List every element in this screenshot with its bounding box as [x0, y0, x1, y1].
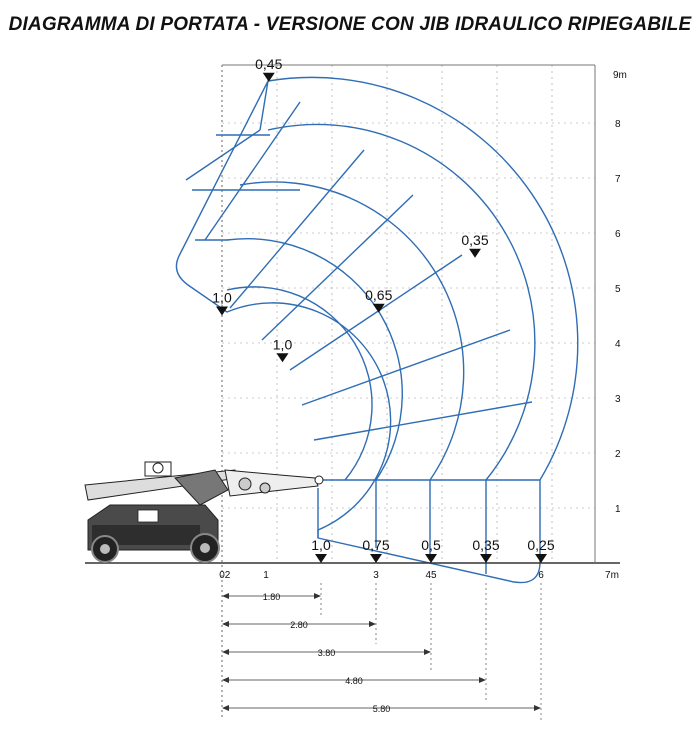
- reach-arc-3: [227, 239, 402, 548]
- outer-envelope-boundary: [176, 77, 577, 582]
- y-tick-label: 4: [615, 339, 621, 350]
- y-tick-label: 8: [615, 119, 621, 130]
- radial-line-6: [290, 255, 462, 370]
- radial-line-8: [314, 402, 532, 440]
- load-marker-label: 0,65: [365, 286, 393, 303]
- y-axis-ticks: [613, 70, 627, 515]
- dimension-arrow-end: [534, 705, 541, 711]
- load-marker-triangle: [370, 554, 382, 563]
- dimension-arrow-start: [222, 677, 229, 683]
- load-marker-triangle: [277, 353, 289, 362]
- load-marker-label: 1,0: [212, 289, 232, 306]
- dimension-label: 3.80: [317, 648, 336, 658]
- load-marker-triangle: [480, 554, 492, 563]
- dimension-arrow-end: [369, 621, 376, 627]
- reach-arc-1: [268, 124, 535, 574]
- reach-arc-2: [240, 182, 464, 560]
- x-tick-label: 1: [263, 570, 269, 581]
- x-tick-label: 3: [373, 570, 379, 581]
- y-tick-label: 6: [615, 229, 621, 240]
- y-axis-unit-label: 9m: [613, 70, 627, 81]
- load-marker-label: 0,35: [472, 537, 500, 553]
- dimension-arrow-start: [222, 649, 229, 655]
- load-marker-triangle: [425, 554, 437, 563]
- dimension-arrow-end: [314, 593, 321, 599]
- reach-envelope: [176, 77, 577, 582]
- dimension-lines: [222, 583, 541, 720]
- reach-arc-4: [227, 287, 372, 480]
- load-marker-label: 0,35: [461, 231, 489, 248]
- dimension-label: 2.80: [290, 620, 308, 630]
- y-tick-label: 3: [615, 394, 621, 405]
- dimension-arrow-end: [424, 649, 431, 655]
- y-tick-label: 7: [615, 174, 621, 185]
- x-axis-end-label: 7m: [605, 570, 619, 581]
- crane-machine-illustration: [85, 462, 323, 562]
- load-marker-label: 0,75: [362, 537, 390, 553]
- load-marker-triangle: [315, 554, 327, 563]
- load-marker-label: 1,0: [272, 336, 293, 353]
- x-tick-label: 45: [425, 570, 437, 581]
- dimension-label: 1.80: [262, 592, 281, 602]
- dimension-arrow-start: [222, 705, 229, 711]
- x-tick-label: 02: [219, 570, 231, 581]
- dimension-label: 4.80: [345, 676, 363, 686]
- x-tick-label: 6: [538, 570, 544, 581]
- load-marker-label: 0,25: [527, 537, 555, 553]
- radial-line-5: [262, 195, 413, 340]
- dimension-arrow-end: [479, 677, 486, 683]
- dimension-label: 5.80: [372, 704, 391, 714]
- load-marker-label: 1,0: [311, 537, 331, 553]
- y-tick-label: 1: [615, 504, 621, 515]
- y-tick-label: 2: [615, 449, 621, 460]
- dimension-arrow-start: [222, 621, 229, 627]
- diagram-title: DIAGRAMMA DI PORTATA - VERSIONE CON JIB IDRAULICO RIPIEGABILE: [8, 14, 692, 35]
- load-marker-label: 0,5: [421, 537, 441, 553]
- y-tick-label: 5: [615, 284, 621, 295]
- dimension-arrow-start: [222, 593, 229, 599]
- load-marker-triangle: [535, 554, 547, 563]
- x-axis-ticks: [219, 570, 619, 581]
- load-marker-label: 0,45: [255, 55, 283, 72]
- load-marker-triangle: [469, 249, 481, 258]
